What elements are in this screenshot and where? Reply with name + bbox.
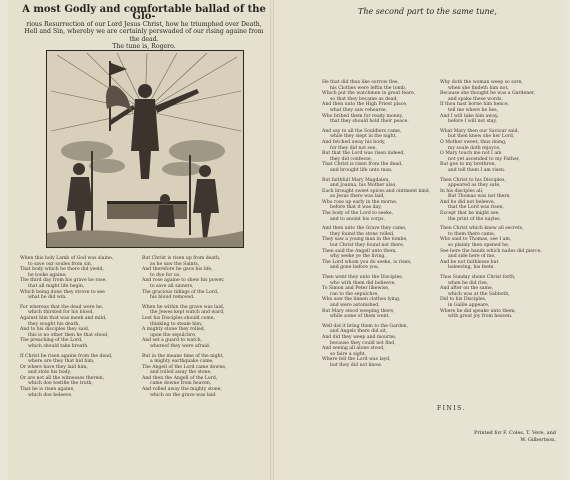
verse-stanza (440, 226, 542, 271)
verse-line: When this holy Lamb of God was slaine, (20, 256, 114, 261)
verse-stanza (20, 354, 113, 399)
verse-line: that they should hold their peace. (330, 119, 409, 125)
verse-line: and rolled away the stone, (150, 370, 212, 376)
verse-line: what they saw rehearse, (330, 107, 388, 113)
verse-line: But that the Lord was risen indeed, (322, 151, 405, 157)
verse-line: To Simon and Peter likewise, (322, 286, 390, 292)
verse-line: as he saw the Saints, (150, 261, 200, 267)
verse-stanza (440, 178, 542, 223)
title-main: A most Godly and comfortable ballad of the Glo- (22, 4, 266, 23)
title-tune: The tune is, Rogero. (112, 43, 176, 51)
verse-line: The gracious tidings of the Lord, (142, 289, 219, 295)
verse-line: Except that he might see, (440, 211, 500, 217)
verse-stanza (142, 354, 226, 399)
verse-line: whereof they were afraid. (150, 343, 211, 349)
verse-line: That body which he there did yeeld, (20, 267, 104, 273)
ballad-title (22, 6, 266, 50)
verse-line: which doe beleeve. (28, 392, 73, 398)
verse-line: in Galile appeare, (448, 302, 490, 308)
verse-line: who with them did belieeve, (330, 280, 396, 286)
verse-line: Where he did speake unto them, (440, 308, 516, 314)
right-verse-column-1 (322, 80, 430, 373)
verse-line: and Joanna, his Mother also, (330, 183, 397, 189)
verse-line: And did they weep and mourne, (322, 334, 397, 340)
verse-line: Or where have they laid him, (20, 364, 88, 370)
verse-line: and brought life unto man. (330, 167, 393, 173)
verse-line: which doe testifie the truth, (28, 381, 93, 387)
verse-line: And rose againe to shew his power, (142, 278, 225, 284)
title-subline: Hell and Sin, whereby we are certainly perswaded of our rising againe from the dead. (24, 28, 264, 43)
verse-line: which was at the Sabboth, (448, 291, 510, 297)
verse-line: and spake these words, (448, 96, 503, 102)
verse-line: O Mary touch me not I am (440, 151, 502, 157)
verse-line: but they did not know. (330, 362, 382, 368)
verse-line: And seeing all alone stood, (322, 346, 385, 352)
right-verse-column-2 (440, 80, 542, 324)
verse-line: And therefore he gave his life, (142, 267, 213, 273)
verse-line: Then Christ to his Disciples, (440, 177, 506, 183)
verse-line: Where fell the Lord was layd, (322, 357, 391, 363)
verse-line: but then knew she her Lord, (448, 134, 515, 140)
verse-line: which on the grave was laid. (150, 392, 217, 398)
verse-line: so plainly then opened he, (448, 243, 510, 249)
verse-line: and were astonished, (330, 302, 380, 308)
verse-line: If thou hast borne him hence, (440, 102, 509, 108)
verse-line: And then the Angell of the Lord, (142, 375, 218, 381)
verse-line: And set a guard to watch, (142, 338, 203, 344)
verse-line: The Lord whom you do seeke, is risen, (322, 259, 412, 265)
verse-line: Each brought sweet spices and ointment kind, (322, 188, 431, 194)
verse-line: But goe to my brethren, (440, 162, 497, 168)
verse-line: a mighty earthquake came, (150, 359, 214, 365)
verse-line: The preaching of the Lord, (20, 338, 83, 344)
verse-line: the Jewes kept watch and ward, (150, 310, 225, 316)
verse-line: they did confesse, (330, 156, 372, 162)
verse-line: They saw a young man in the tombe, (322, 237, 408, 243)
verse-line: If Christ be risen againe from the dead, (20, 353, 113, 359)
verse-line: tell me where he lies, (448, 107, 499, 113)
left-verse-column-2 (142, 256, 226, 402)
verse-line: before that it was day, (330, 205, 382, 211)
verse-line: Thus Sunday shone Christ forth, (440, 275, 516, 280)
verse-line: Lest his Disciples should come, (142, 315, 215, 321)
finis-mark: FINIS. (437, 405, 466, 412)
verse-line: But Thomas was not there, (448, 194, 511, 200)
verse-line: thinking to steale him, (150, 321, 203, 327)
verse-stanza (322, 178, 430, 223)
verse-line: with great joy from heaven. (448, 314, 513, 320)
verse-line: while they slept in the night, (330, 134, 397, 140)
verse-line: That Christ is risen from the dead, (322, 162, 403, 168)
verse-stanza (322, 275, 430, 320)
second-part-title: The second part to the same tune, (358, 7, 497, 16)
verse-stanza (440, 275, 542, 320)
verse-line: and to anoint his corps. (330, 216, 385, 222)
left-page (8, 0, 270, 480)
verse-line: appeared as they sate, (448, 183, 501, 189)
verse-line: But Mary stood weeping there, (322, 308, 395, 314)
verse-line: which should take breath. (28, 343, 89, 349)
woodcut-illustration (47, 51, 243, 247)
verse-line: that the Lord was risen, (448, 205, 504, 211)
verse-line: And be not faithlesse but (440, 259, 499, 265)
verse-line: In his disciples all, (440, 188, 484, 194)
verse-line: ran to the sepulchre, (330, 291, 379, 297)
verse-line: when she findeth him not, (448, 85, 509, 91)
verse-line: Which being done they strove to see (20, 289, 105, 295)
verse-line: and Angels there did sit, (330, 329, 388, 335)
verse-line: See here the hands which nailes did pierce, (440, 248, 542, 254)
verse-line: they sought his death, (28, 321, 80, 327)
verse-line: but Christ they found not there, (330, 243, 405, 249)
verse-stanza (142, 305, 226, 350)
verse-line: Well did it bring them to the Garden, (322, 323, 409, 329)
verse-line: and stole his body, (28, 370, 72, 376)
verse-line: what he did win. (28, 295, 67, 301)
verse-stanza (322, 80, 430, 125)
verse-line: For whereas that the dead were he, (20, 304, 104, 310)
verse-line: Did to his Disciples, (440, 297, 487, 303)
verse-stanza (20, 256, 113, 301)
verse-line: my soule doth rejoyce, (448, 145, 501, 151)
verse-line: came downe from heaven, (150, 381, 212, 387)
verse-line: upon the sepulchre, (150, 332, 197, 338)
verse-line: Which put the watchmen in great feare, (322, 91, 416, 97)
verse-line: Who rose up early in the morne, (322, 199, 398, 205)
verse-line: while some of them went. (330, 314, 390, 320)
verse-line: that all might life begin, (28, 283, 85, 289)
verse-line: Then said the Angell unto them, (322, 248, 397, 254)
verse-line: to save our soules from sin, (28, 261, 93, 267)
verse-line: to dye for us, (150, 272, 181, 278)
verse-line: He that did thus like sorrow flee, (322, 80, 399, 85)
verse-line: And say to all the Souldiers came, (322, 128, 402, 134)
verse-line: And I will take him away, (440, 113, 499, 119)
verse-line: A mighty stone they rolled, (142, 327, 206, 333)
verse-line: Why doth the woman weep so sore, (440, 80, 523, 85)
verse-line: Against him that was meek and mild, (20, 315, 107, 321)
verse-stanza (440, 80, 542, 125)
title-subline: rious Resurrection of our Lord Jesus Christ, how he triumphed over Death, (26, 20, 262, 28)
verse-line: Who saw the linnen clothes lying, (322, 297, 401, 303)
verse-line: and side here of me, (448, 254, 496, 260)
verse-line: Or are not all the witnesses therein, (20, 375, 105, 381)
verse-line: his Clothes were leftin the tomb, (330, 85, 407, 91)
imprint-line: Printed for F. Coles, T. Vere, and (474, 430, 556, 436)
verse-line: And fetched away his body, (322, 139, 386, 145)
verse-line: Then went they unto the Disciples, (322, 275, 404, 280)
verse-stanza (142, 256, 226, 301)
verse-line: to save all sinners, (150, 283, 194, 289)
right-page (274, 0, 564, 480)
left-verse-column-1 (20, 256, 113, 402)
verse-line: Because she thought he was a Gardener, (440, 91, 536, 97)
verse-stanza (322, 129, 430, 174)
verse-line: he tooke againe; (28, 272, 67, 278)
verse-line: not yet ascended to my Father, (448, 156, 520, 162)
verse-line: But in the meane time of the night, (142, 353, 224, 359)
verse-line: before I will not stay. (448, 119, 497, 125)
verse-line: And then unto the High Priest place, (322, 102, 408, 108)
verse-line: beleeving, his feete. (448, 265, 495, 271)
verse-line: and tell them I am risen. (448, 167, 506, 173)
verse-stanza (322, 226, 430, 271)
printer-imprint (470, 430, 556, 444)
verse-line: Who said to Thomas, see I am, (440, 237, 512, 243)
verse-line: to them there came, (448, 231, 496, 237)
verse-line: his bloud removed. (150, 295, 195, 301)
verse-line: But Christ is risen up from death, (142, 256, 221, 261)
verse-line: Then Christ which knew all secrets, (440, 226, 524, 232)
verse-line: O Mother sweet, thus doing, (440, 139, 507, 145)
verse-line: the print of the nayles. (448, 216, 502, 222)
verse-line: when he did rise, (448, 280, 489, 286)
verse-line: And then unto the Grave they came, (322, 226, 407, 232)
verse-stanza (20, 305, 113, 350)
verse-line: which thirsted for his blood, (28, 310, 94, 316)
verse-line: And after on the same, (440, 286, 494, 292)
verse-line: The body of the Lord to seeke, (322, 211, 394, 217)
verse-line: because they could not find, (330, 340, 396, 346)
verse-line: and gone before you. (330, 265, 380, 271)
verse-line: they found the stone rolled, (330, 231, 395, 237)
verse-line: The third day from his grave he rose, (20, 278, 107, 284)
verse-line: But faithfull Mary Magdalen, (322, 177, 390, 183)
resurrection-woodcut (46, 50, 244, 248)
verse-line: where are they that hid him, (28, 359, 95, 365)
verse-line: And to his disciples they said, (20, 327, 90, 333)
verse-line: And he did not beleeve, (440, 199, 495, 205)
verse-line: why seeke ye the living, (330, 254, 386, 260)
verse-line: And rolled away the mighty stone, (142, 387, 222, 393)
verse-stanza (440, 129, 542, 174)
verse-line: What Mary then our Saviour said, (440, 128, 520, 134)
verse-line: so faire a sight, (330, 351, 367, 357)
verse-line: The Angell of the Lord came downe, (142, 364, 227, 370)
verse-line: for they did not see, (330, 145, 377, 151)
broadside-sheet (8, 0, 564, 480)
imprint-line: W. Gilbertson. (520, 437, 556, 443)
verse-line: this is no other then he that stood, (28, 332, 109, 338)
verse-line: so that they became as dead, (330, 96, 398, 102)
verse-line: Who bribed them for ready money, (322, 113, 403, 119)
verse-line: as Jesus there was laid, (330, 194, 385, 200)
verse-stanza (322, 324, 430, 369)
verse-line: That he is risen againe, (20, 387, 75, 393)
verse-line: When he within the grave was laid, (142, 304, 225, 310)
